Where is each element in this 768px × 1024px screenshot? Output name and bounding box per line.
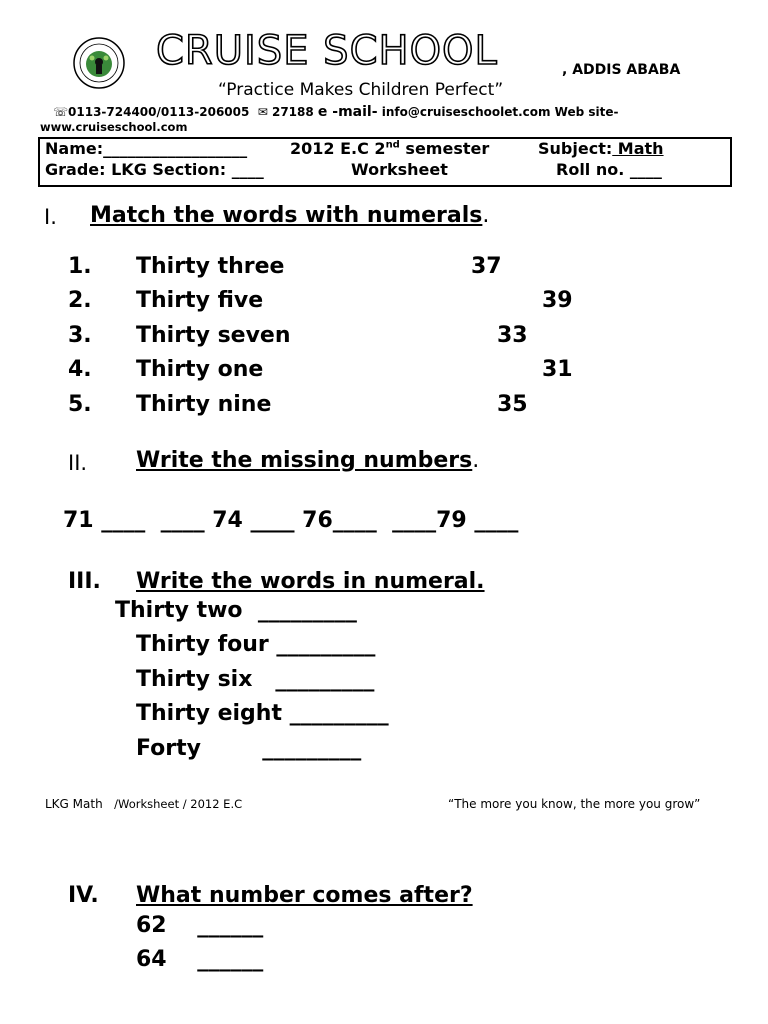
section-4-heading: What number comes after? bbox=[136, 883, 473, 908]
match-numeral: 31 bbox=[542, 357, 573, 382]
phone-number: 0113-724400/0113-206005 bbox=[68, 105, 250, 119]
match-word: Thirty three bbox=[136, 254, 285, 279]
next-number-item: 62 ______ bbox=[136, 913, 264, 938]
school-logo bbox=[73, 37, 125, 89]
po-box: 27188 bbox=[271, 105, 314, 119]
word-to-numeral-item: Thirty two _________ bbox=[115, 598, 357, 623]
footer-left: LKG Math /Worksheet / 2012 E.C bbox=[45, 797, 243, 811]
school-motto: “Practice Makes Children Perfect” bbox=[218, 80, 504, 100]
website: www.cruiseschool.com bbox=[40, 120, 188, 134]
contact-line bbox=[53, 104, 619, 120]
section-1-heading: Match the words with numerals. bbox=[90, 203, 490, 228]
match-word: Thirty seven bbox=[136, 323, 291, 348]
word-to-numeral-item: Forty _________ bbox=[136, 736, 362, 761]
section-3-heading: Write the words in numeral. bbox=[136, 569, 485, 594]
section-2-heading: Write the missing numbers. bbox=[136, 448, 480, 473]
match-word: Thirty five bbox=[136, 288, 264, 313]
match-numeral: 37 bbox=[471, 254, 502, 279]
mail-icon: ✉ bbox=[257, 105, 268, 119]
match-numeral: 33 bbox=[497, 323, 528, 348]
roll-number-field: Roll no. ____ bbox=[556, 160, 662, 179]
match-number: 3. bbox=[68, 323, 92, 348]
grade-section-field: Grade: LKG Section: ____ bbox=[45, 160, 264, 179]
word-to-numeral-item: Thirty eight _________ bbox=[136, 701, 389, 726]
term-label: 2012 E.C 2nd semester bbox=[290, 139, 490, 158]
word-to-numeral-item: Thirty six _________ bbox=[136, 667, 375, 692]
word-to-numeral-item: Thirty four _________ bbox=[136, 632, 376, 657]
email-label: e -mail- bbox=[317, 104, 378, 120]
match-number: 4. bbox=[68, 357, 92, 382]
match-number: 2. bbox=[68, 288, 92, 313]
email-text: info@cruiseschoolet.com Web site- bbox=[381, 105, 619, 119]
section-1-number: I. bbox=[44, 205, 57, 229]
match-numeral: 35 bbox=[497, 392, 528, 417]
name-field: Name:__________________ bbox=[45, 139, 248, 158]
missing-number-sequence: 71 ____ ____ 74 ____ 76____ ____79 ____ bbox=[63, 508, 519, 533]
worksheet-label: Worksheet bbox=[351, 160, 448, 179]
match-number: 1. bbox=[68, 254, 92, 279]
section-3-number: III. bbox=[68, 569, 101, 594]
phone-icon: ☏ bbox=[53, 105, 69, 119]
match-number: 5. bbox=[68, 392, 92, 417]
match-word: Thirty nine bbox=[136, 392, 272, 417]
match-numeral: 39 bbox=[542, 288, 573, 313]
subject-label: Subject: Math bbox=[538, 139, 664, 158]
match-word: Thirty one bbox=[136, 357, 264, 382]
next-number-item: 64 ______ bbox=[136, 947, 264, 972]
school-name: CRUISE SCHOOL bbox=[156, 28, 498, 74]
footer-quote: “The more you know, the more you grow” bbox=[448, 797, 701, 811]
section-2-number: II. bbox=[68, 451, 88, 475]
school-city: , ADDIS ABABA bbox=[562, 62, 681, 78]
section-4-number: IV. bbox=[68, 883, 99, 908]
